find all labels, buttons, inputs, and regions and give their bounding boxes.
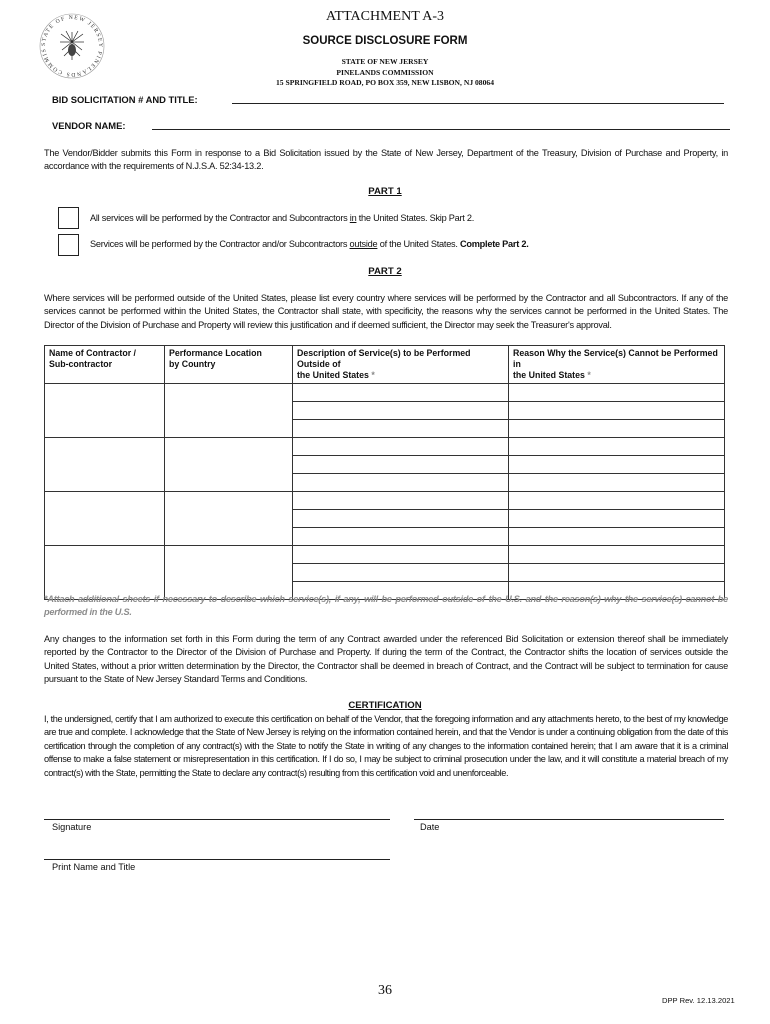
table-row — [45, 492, 725, 510]
reason-cell[interactable] — [509, 456, 725, 474]
col-reason-header: Reason Why the Service(s) Cannot be Performed in the United States * — [509, 346, 725, 384]
part1-heading: PART 1 — [368, 186, 402, 197]
option-in-us-label: All services will be performed by the Contractor and Subcontractors in the United States. Skip Part 2. — [90, 213, 475, 223]
description-cell[interactable] — [293, 402, 509, 420]
intro-paragraph: The Vendor/Bidder submits this Form in response to a Bid Solicitation issued by the State of New Jersey, Department of the Treasury, Division of Purchase and Property, in accordance with the requirements of N.J.S.A. 52:34-13.2. — [44, 148, 728, 172]
contractor-cell[interactable] — [45, 546, 165, 600]
reason-cell[interactable] — [509, 528, 725, 546]
date-label: Date — [420, 822, 440, 832]
option-outside-us-label: Services will be performed by the Contractor and/or Subcontractors outside of the United States. Complete Part 2. — [90, 239, 529, 249]
reason-cell[interactable] — [509, 492, 725, 510]
reason-cell[interactable] — [509, 420, 725, 438]
location-cell[interactable] — [165, 546, 293, 600]
description-cell[interactable] — [293, 564, 509, 582]
description-cell[interactable] — [293, 510, 509, 528]
revision-label: DPP Rev. 12.13.2021 — [662, 996, 735, 1005]
reason-cell[interactable] — [509, 564, 725, 582]
contractor-cell[interactable] — [45, 438, 165, 492]
certification-heading: CERTIFICATION — [348, 700, 422, 711]
reason-cell[interactable] — [509, 474, 725, 492]
col-contractor-header: Name of Contractor / Sub-contractor — [45, 346, 165, 384]
reason-cell[interactable] — [509, 402, 725, 420]
vendor-name-label: VENDOR NAME: — [52, 120, 126, 131]
reason-cell[interactable] — [509, 384, 725, 402]
form-title: SOURCE DISCLOSURE FORM — [302, 35, 468, 47]
signature-line[interactable] — [44, 819, 390, 820]
page-number: 36 — [378, 983, 392, 998]
table-header-row — [45, 346, 725, 384]
agency-line-1: STATE OF NEW JERSEY — [341, 57, 429, 66]
agency-address: 15 SPRINGFIELD ROAD, PO BOX 359, NEW LISBON, NJ 08064 — [276, 78, 494, 87]
location-cell[interactable] — [165, 492, 293, 546]
location-cell[interactable] — [165, 384, 293, 438]
part2-paragraph: Where services will be performed outside of the United States, please list every country where services will be performed by the Contractor and all Subcontractors. If any of the services cannot be performed within the United States, the Contractor shall state, with specificity, the reasons why the services cannot be performed in the United States. The Director of the Division of Purchase and Property will review this justification and if deemed sufficient, the Director may seek the Treasurer's approval. — [44, 293, 728, 330]
table-row — [45, 384, 725, 402]
svg-text:STATE OF NEW JERSEY PINELANDS: STATE OF NEW JERSEY PINELANDS COMMIS — [40, 14, 104, 78]
agency-line-2: PINELANDS COMMISSION — [336, 68, 434, 77]
description-cell[interactable] — [293, 474, 509, 492]
bid-solicitation-field[interactable] — [232, 103, 724, 104]
changes-paragraph: Any changes to the information set forth in this Form during the term of any Contract awarded under the referenced Bid Solicitation or extension thereof shall be immediately reported by the Contractor to the Director of the Division of Purchase and Property. If during the term of the Contract, the Contractor shifts the location of services outside the United States, without a prior written determination by the Director, the Contractor shall be deemed in breach of Contract, and the Contract will be subject to termination for cause pursuant to the State of New Jersey Standard Terms and Conditions. — [44, 634, 728, 685]
bid-solicitation-label: BID SOLICITATION # AND TITLE: — [52, 94, 198, 105]
services-table — [44, 345, 725, 600]
location-cell[interactable] — [165, 438, 293, 492]
print-name-label: Print Name and Title — [52, 862, 136, 872]
description-cell[interactable] — [293, 528, 509, 546]
attach-note: *Attach additional sheets if necessary to describe which service(s), if any, will be performed outside of the U.S. and the reason(s) why the service(s) cannot be performed in the U.S. — [44, 594, 728, 618]
attachment-label: ATTACHMENT A-3 — [325, 9, 444, 24]
col-location-header: Performance Location by Country — [165, 346, 293, 384]
option-in-us-checkbox[interactable] — [58, 207, 79, 229]
contractor-cell[interactable] — [45, 492, 165, 546]
date-line[interactable] — [414, 819, 724, 820]
reason-cell[interactable] — [509, 510, 725, 528]
description-cell[interactable] — [293, 456, 509, 474]
description-cell[interactable] — [293, 438, 509, 456]
reason-cell[interactable] — [509, 438, 725, 456]
signature-label: Signature — [52, 822, 92, 832]
table-row — [45, 546, 725, 564]
description-cell[interactable] — [293, 492, 509, 510]
part2-heading: PART 2 — [368, 266, 402, 277]
description-cell[interactable] — [293, 420, 509, 438]
vendor-name-field[interactable] — [152, 129, 730, 130]
description-cell[interactable] — [293, 384, 509, 402]
col-description-header: Description of Service(s) to be Performed Outside of the United States * — [293, 346, 509, 384]
description-cell[interactable] — [293, 546, 509, 564]
certification-paragraph: I, the undersigned, certify that I am authorized to execute this certification on behalf of the Vendor, that the foregoing information and any attachments hereto, to the best of my knowledge are true and complete. I acknowledge that the State of New Jersey is relying on the information contained herein, and that the Vendor is under a continuing obligation from the date of this certification through the completion of any contract(s) with the State to notify the State in writing of any changes to the information contained herein; that I am aware that it is a criminal offense to make a false statement or misrepresentation in this certification. If I do so, I may be subject to criminal prosecution under the law, and it will constitute a material breach of my contract(s) with the State, permitting the State to declare any contract(s) resulting from this certification void and unenforceable. — [44, 714, 728, 778]
reason-cell[interactable] — [509, 546, 725, 564]
table-row — [45, 438, 725, 456]
option-outside-us-checkbox[interactable] — [58, 234, 79, 256]
contractor-cell[interactable] — [45, 384, 165, 438]
print-name-line[interactable] — [44, 859, 390, 860]
